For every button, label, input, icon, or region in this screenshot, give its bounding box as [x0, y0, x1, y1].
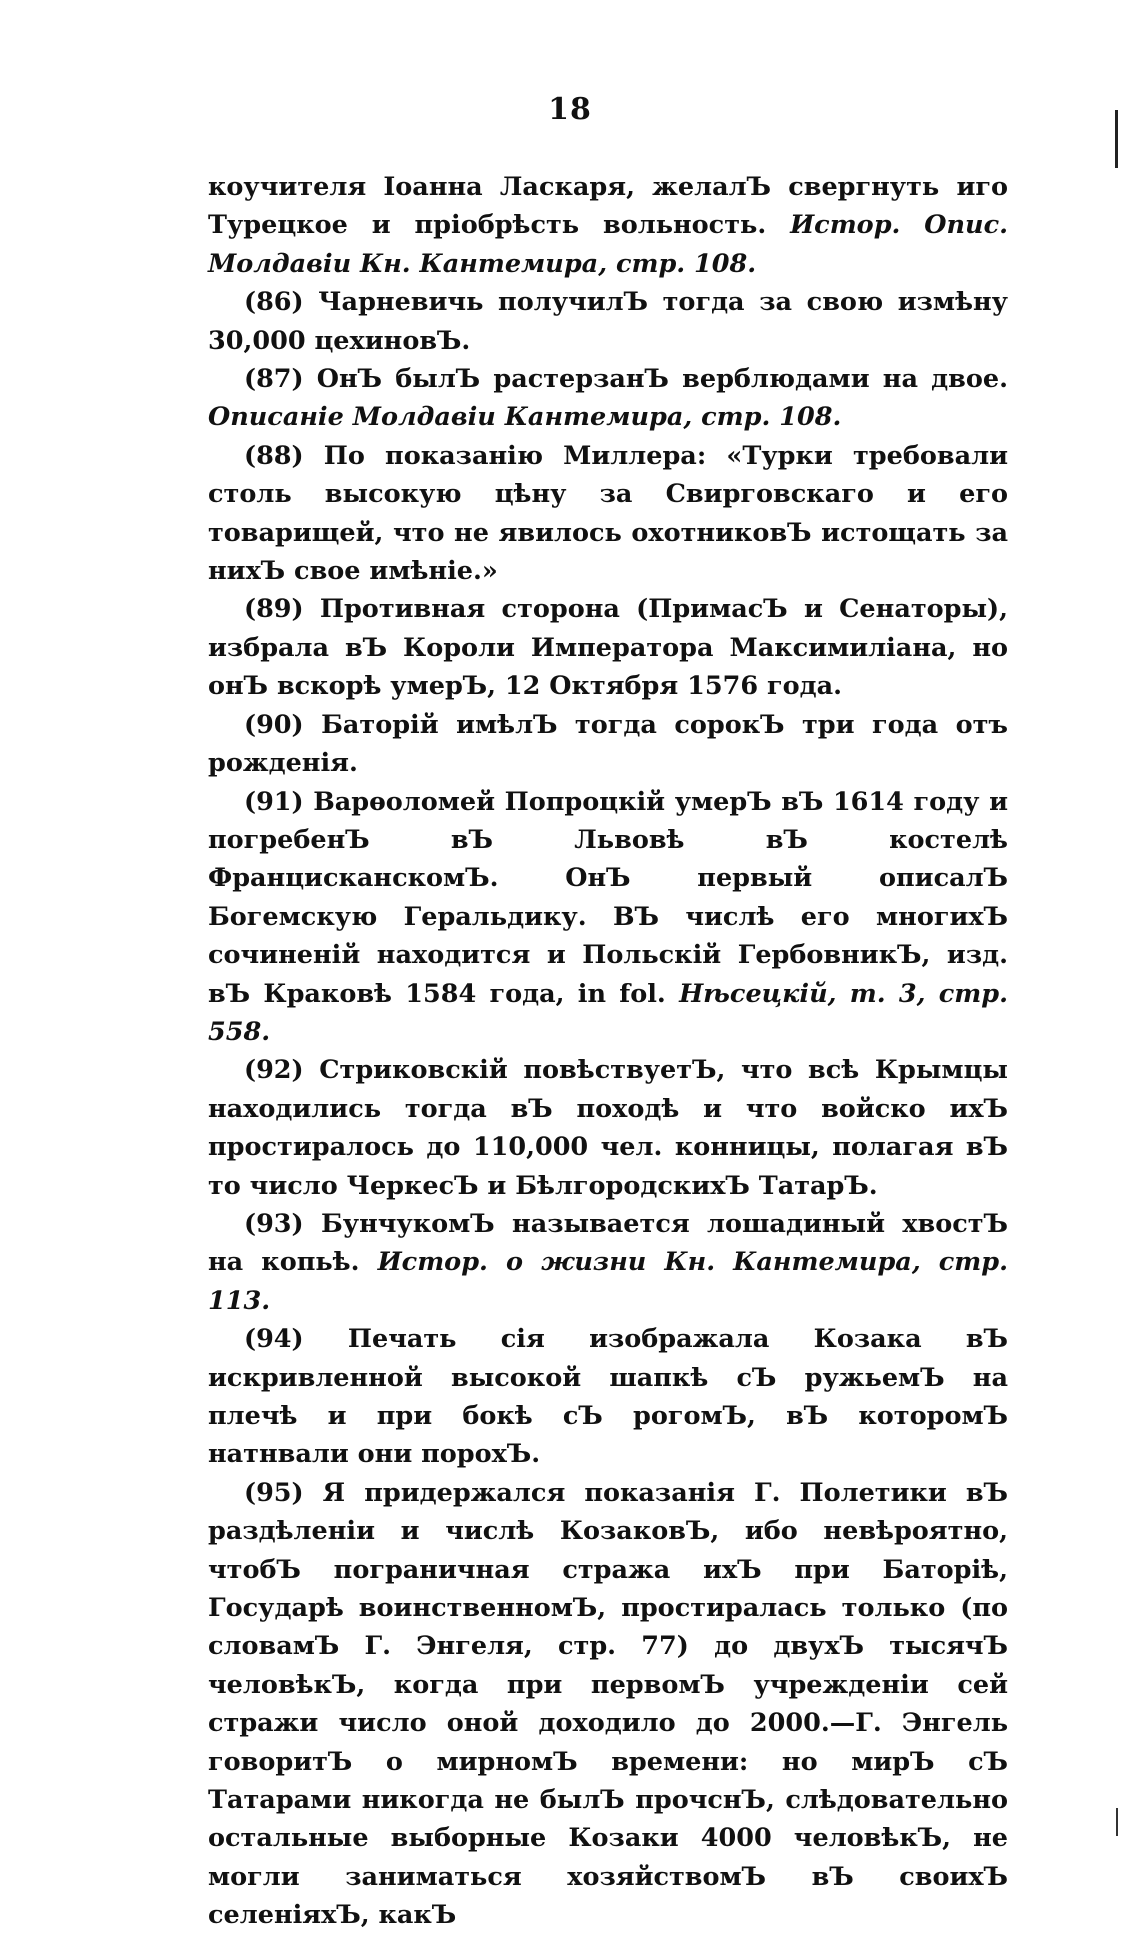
footnote-86 — [208, 283, 1008, 360]
note-text: (92) Стриковскій повѣствуетЪ, что всѣ Крымцы находились тогда вЪ походѣ и что войско ихЪ простиралось до 110,000 чел. конницы, полагая вЪ то число ЧеркесЪ и БѣлгородскихЪ ТатарЪ. — [208, 1055, 1008, 1201]
note-text: (88) По показанію Миллера: «Турки требовали столь высокую цѣну за Свирговскаго и его товарищей, что не явилось охотниковЪ истощать за нихЪ свое имѣніе.» — [208, 440, 1008, 587]
footnote-95 — [208, 1474, 1008, 1935]
footnote-91 — [208, 783, 1008, 1052]
footnote-continuation — [208, 168, 1008, 283]
page-number: 18 — [548, 92, 592, 127]
citation-text: Истор. Опис. Молдавіи Кн. Кантемира, стр. 108. — [208, 210, 1008, 279]
footnote-89 — [208, 590, 1008, 705]
note-text: коучителя Іоанна Ласкаря, желалЪ свергнуть иго Турецкое и пріобрѣсть вольность. — [208, 172, 1008, 241]
footnote-92 — [208, 1051, 1008, 1205]
footnote-88 — [208, 437, 1008, 591]
citation-text: Истор. о жизни Кн. Кантемира, стр. 113. — [208, 1247, 1008, 1316]
note-text: (87) ОнЪ былЪ растерзанЪ верблюдами на двое. — [244, 364, 1008, 395]
note-text: (91) Варѳоломей Попроцкій умерЪ вЪ 1614 году и погребенЪ вЪ Львовѣ вЪ костелѣ ФранцисканскомЪ. ОнЪ первый описалЪ Богемскую Геральдику. ВЪ числѣ его многихЪ сочиненій находится и Польскій ГербовникЪ, изд. вЪ Краковѣ 1584 года, in fol. — [208, 786, 1008, 1009]
note-text: (89) Противная сторона (ПримасЪ и Сенаторы), избрала вЪ Короли Императора Максимиліана, но онЪ вскорѣ умерЪ, 12 Октября 1576 года. — [208, 594, 1008, 702]
scan-edge-mark — [1115, 110, 1118, 168]
citation-text: Нѣсецкій, т. 3, стр. 558. — [208, 978, 1008, 1047]
footnote-94 — [208, 1320, 1008, 1474]
footnote-87 — [208, 360, 1008, 437]
note-text: (90) Баторій имѣлЪ тогда сорокЪ три года отъ рожденія. — [208, 709, 1008, 779]
footnote-90 — [208, 706, 1008, 783]
note-text: (93) БунчукомЪ называется лошадиный хвостЪ на копьѣ. — [208, 1208, 1008, 1278]
citation-text: Описаніе Молдавіи Кантемира, стр. 108. — [208, 402, 842, 433]
scan-edge-mark-bottom — [1116, 1808, 1118, 1836]
footnote-93 — [208, 1205, 1008, 1320]
note-text: (94) Печать сія изображала Козака вЪ искривленной высокой шапкѣ сЪ ружьемЪ на плечѣ и при бокѣ сЪ рогомЪ, вЪ которомЪ натнвали они порохЪ. — [208, 1324, 1008, 1470]
note-text: (95) Я придержался показанія Г. Полетики вЪ раздѣленіи и числѣ КозаковЪ, ибо невѣроятно, чтобЪ пограничная стража ихЪ при Баторіѣ, Государѣ воинственномЪ, простиралась только (по словамЪ Г. Энгеля, стр. 77) до двухЪ тысячЪ человѣкЪ, когда при первомЪ учрежденіи сей стражи число оной доходило до 2000.—Г. Энгель говоритЪ о мирномЪ времени: но мирЪ сЪ Татарами никогда не былЪ прочснЪ, слѣдовательно остальные выборные Козаки 4000 человѣкЪ, не могли заниматься хозяйствомЪ вЪ своихЪ селеніяхЪ, какЪ — [208, 1477, 1008, 1931]
note-text: (86) Чарневичь получилЪ тогда за свою измѣну 30,000 цехиновЪ. — [208, 287, 1008, 356]
footnotes-text-block — [208, 168, 1008, 1935]
